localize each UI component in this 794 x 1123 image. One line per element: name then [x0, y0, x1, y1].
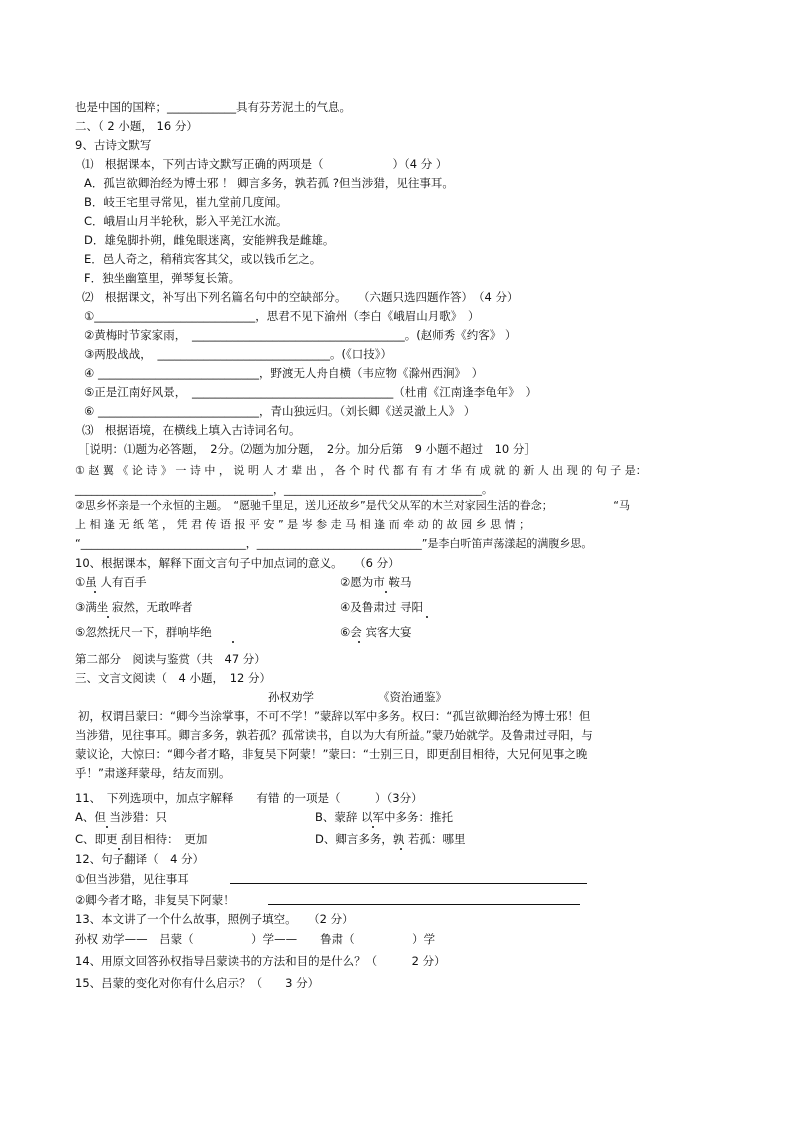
- emphasis-dot: [372, 826, 374, 828]
- q10-item: ④及鲁肃过 寻阳: [340, 600, 423, 614]
- emphasis-dot: [400, 848, 402, 850]
- section-heading: 二、（ 2 小题， 16 分）: [75, 119, 198, 133]
- question-heading: 12、句子翻译（ 4 分）: [75, 852, 205, 866]
- option-d: D．雄兔脚扑朔，雌兔眼迷离，安能辨我是雌雄。: [84, 233, 335, 247]
- question-heading: 10、根据课本，解释下面文言句子中加点词的意义。 （6 分）: [75, 556, 400, 570]
- passage-line: 当涉猎，见往事耳。卿言多务，孰若孤？孤常读书，自以为大有所益。”蒙乃始就学。及鲁肃过寻阳，与: [75, 728, 593, 742]
- fill-blank-line: ④ ____________________________，野渡无人舟自横（韦应物《滁州西涧》 ）: [84, 366, 484, 380]
- passage-line: 乎！”肃遂拜蒙母，结友而别。: [75, 766, 231, 780]
- q11-option: C、即更 刮目相待： 更加: [75, 832, 208, 846]
- question-text: ⑵ 根据课文，补写出下列名篇名句中的空缺部分。 （六题只选四题作答） （4 分）: [82, 290, 519, 304]
- part-heading: 第二部分 阅读与鉴赏（共 47 分）: [75, 652, 266, 666]
- answer-line: [268, 893, 580, 905]
- question-heading: 11、 下列选项中，加点字解释 有错 的一项是（ ）（3分）: [75, 791, 423, 805]
- q11-option: D、卿言多务，孰 若孤：哪里: [315, 832, 466, 846]
- text-line: 上 相 逢 无 纸 笔 ， 凭 君 传 语 报 平 安 ” 是 岑 参 走 马 相 逢 而 牵 动 的 故 园 乡 思 情 ；: [75, 518, 531, 531]
- emphasis-dot: [385, 591, 387, 593]
- q10-item: ②愿为市 鞍马: [340, 575, 412, 589]
- emphasis-dot: [118, 848, 120, 850]
- fill-blank-line: “______________________________，______________________________”是李白听笛声荡漾起的满腹乡思。: [75, 537, 593, 550]
- option-b: B．岐王宅里寻常见，崔九堂前几度闻。: [84, 195, 288, 209]
- option-c: C．峨眉山月半轮秋，影入平羌江水流。: [84, 214, 288, 228]
- q13-answer-line: 孙权 劝学—— 吕蒙（ ）学—— 鲁肃（ ）学: [75, 932, 436, 946]
- emphasis-dot: [94, 591, 96, 593]
- passage-line: 初，权谓吕蒙曰：“卿今当涂掌事，不可不学！”蒙辞以军中多务。权曰：“孤岂欲卿治经为博士邪！但: [78, 709, 591, 723]
- question-text: ⑴ 根据课本，下列古诗文默写正确的两项是（ ）（4 分 ）: [82, 157, 448, 171]
- passage-source: 《资治通鉴》: [378, 690, 447, 704]
- q10-item: ⑥会 宾客大宴: [340, 625, 412, 639]
- question-heading: 13、本文讲了一个什么故事，照例子填空。 （2 分）: [75, 912, 354, 926]
- option-e: E．邑人奇之，稍稍宾客其父，或以钱币乞之。: [84, 252, 322, 266]
- q11-option: B、蒙辞 以军中多务：推托: [315, 810, 454, 824]
- emphasis-dot: [107, 616, 109, 618]
- emphasis-dot: [426, 616, 428, 618]
- q10-item: ①虽 人有百手: [75, 575, 147, 589]
- q11-option: A、但 当涉猎：只: [75, 810, 168, 824]
- instruction-note: ［说明：⑴题为必答题， 2分。⑵题为加分题， 2分。加分后第 9 小题不超过 10 分］: [78, 442, 536, 456]
- question-heading: 14、用原文回答孙权指导吕蒙读书的方法和目的是什么？（ 2 分）: [75, 954, 446, 968]
- q10-item: ③满坐 寂然，无敢哗者: [75, 600, 193, 614]
- emphasis-dot: [358, 641, 360, 643]
- text-line: 也是中国的国粹；____________具有芬芳泥土的气息。: [75, 100, 351, 114]
- passage-line: 蒙议论，大惊曰：“卿今者才略，非复吴下阿蒙！”蒙曰：“士别三日，即更刮目相待，大兄何见事之晚: [75, 747, 588, 761]
- option-f: F．独坐幽篁里，弹琴复长箫。: [84, 271, 241, 285]
- fill-blank-line: ②黄梅时节家家雨， _____________________________________。(赵师秀《约客》 ）: [84, 328, 517, 342]
- text-line: ②思乡怀亲是一个永恒的主题。 “愿驰千里足，送儿还故乡”是代父从军的木兰对家园生活的眷念； “马: [75, 499, 630, 512]
- q12-item: ①但当涉猎，见往事耳: [75, 872, 189, 886]
- fill-blank-line: ①____________________________，思君不见下渝州（李白《峨眉山月歌》 ）: [84, 309, 480, 323]
- question-heading: 15、吕蒙的变化对你有什么启示？（ 3 分）: [75, 976, 320, 990]
- passage-title: 孙权劝学: [268, 690, 314, 704]
- question-heading: 9、古诗文默写: [75, 138, 152, 152]
- option-a: A．孤岂欲卿治经为博士邪 ！ 卿言多务，孰若孤 ?但当涉猎，见往事耳。: [84, 176, 454, 190]
- q10-item: ⑤忽然抚尺一下，群响毕绝: [75, 625, 212, 639]
- fill-blank-line: ⑤正是江南好风景， ___________________________________（杜甫《江南逢李龟年》 ）: [84, 385, 538, 399]
- answer-line: [230, 872, 587, 884]
- emphasis-dot: [232, 641, 234, 643]
- fill-blank-line: ⑥ ____________________________，青山独远归。（刘长卿《送灵澈上人》 ）: [84, 404, 476, 418]
- question-text: ⑶ 根据语境，在横线上填入古诗词名句。: [82, 423, 301, 437]
- emphasis-dot: [106, 826, 108, 828]
- section-heading: 三、文言文阅读（ 4 小题， 12 分）: [75, 671, 272, 685]
- fill-blank-line: ③两股战战， ______________________________。(《口技》）: [84, 347, 393, 361]
- q12-item: ②卿今者才略，非复吴下阿蒙！: [75, 893, 235, 907]
- fill-blank-paragraph: ① 赵 翼 《 论 诗 》 一 诗 中 ， 说 明 人 才 辈 出 ， 各 个 时 代 都 有 有 才 华 有 成 就 的 新 人 出 现 的 句 子 是：____________________________________，____________________________________。: [75, 464, 647, 496]
